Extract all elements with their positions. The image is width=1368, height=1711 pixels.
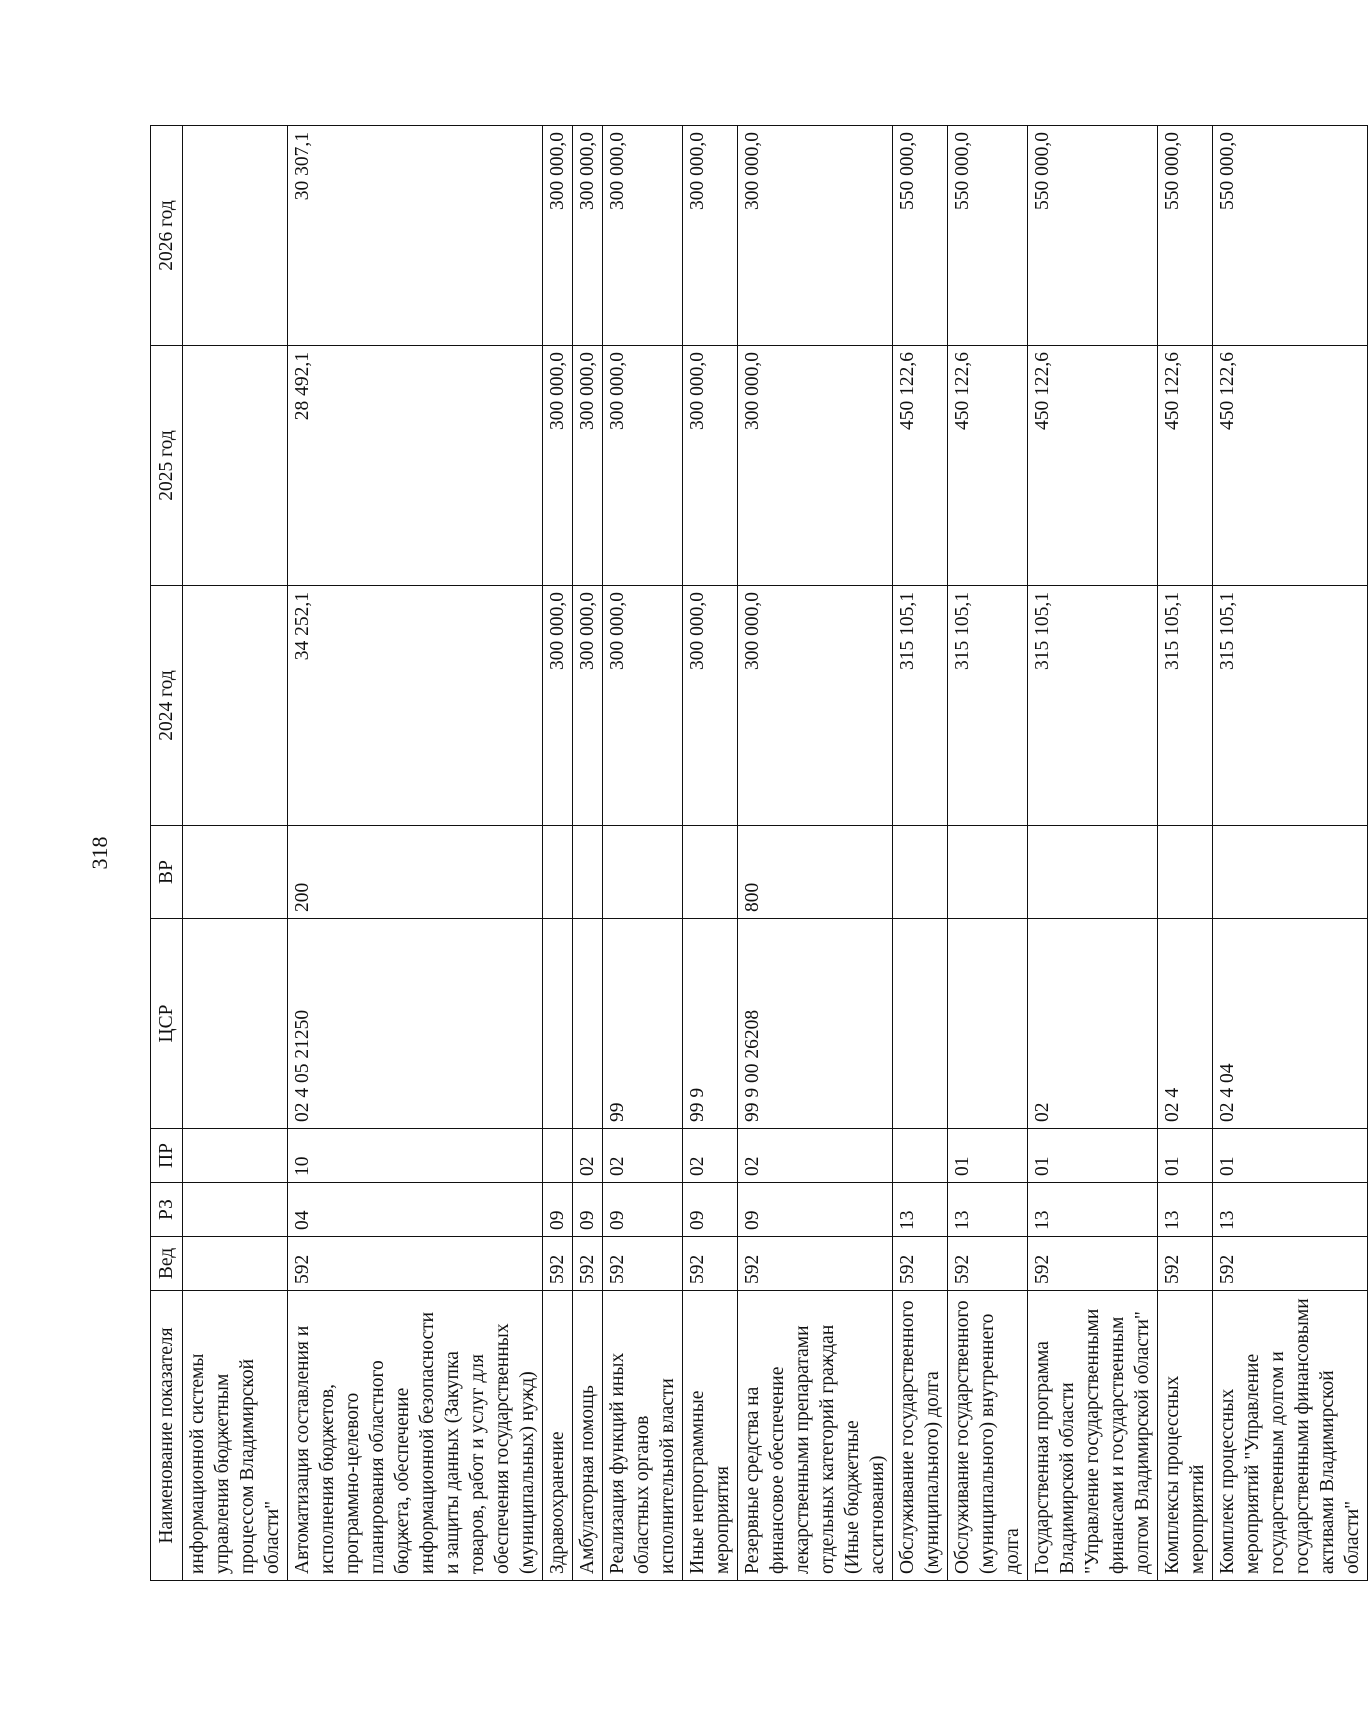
cell-vr (573, 826, 603, 919)
cell-vr (948, 826, 1028, 919)
cell-name: Комплекс процессных мероприятий "Управление государственным долгом и государственными финансовыми активами Владимирской области" (1213, 1291, 1368, 1581)
cell-2026: 550 000,0 (1213, 126, 1368, 346)
cell-csr: 02 (1028, 919, 1158, 1129)
cell-rz: 09 (543, 1183, 573, 1237)
cell-pr: 01 (948, 1129, 1028, 1183)
cell-2026: 30 307,1 (288, 126, 543, 346)
cell-rz: 09 (573, 1183, 603, 1237)
cell-2025: 300 000,0 (738, 346, 893, 586)
table-row (683, 126, 738, 1581)
cell-csr (948, 919, 1028, 1129)
header-csr: ЦСР (151, 919, 183, 1129)
cell-ved: 592 (288, 1237, 543, 1291)
cell-ved: 592 (738, 1237, 893, 1291)
cell-ved: 592 (1213, 1237, 1368, 1291)
cell-ved: 592 (1028, 1237, 1158, 1291)
cell-csr (893, 919, 948, 1129)
cell-pr: 01 (1213, 1129, 1368, 1183)
cell-2026: 300 000,0 (738, 126, 893, 346)
cell-pr: 10 (288, 1129, 543, 1183)
cell-2024: 315 105,1 (1028, 586, 1158, 826)
cell-rz: 09 (738, 1183, 893, 1237)
cell-csr: 99 9 (683, 919, 738, 1129)
cell-rz: 13 (1158, 1183, 1213, 1237)
cell-csr: 99 (603, 919, 683, 1129)
cell-name: Здравоохранение (543, 1291, 573, 1581)
cell-ved: 592 (603, 1237, 683, 1291)
cell-pr: 01 (1028, 1129, 1158, 1183)
cell-vr (1028, 826, 1158, 919)
cell-2025: 300 000,0 (683, 346, 738, 586)
cell-2026: 300 000,0 (683, 126, 738, 346)
table-header-row (151, 126, 183, 1581)
cell-ved (183, 1237, 288, 1291)
cell-name: Обслуживание государственного (муниципального) долга (893, 1291, 948, 1581)
cell-2024: 315 105,1 (1213, 586, 1368, 826)
header-pr: ПР (151, 1129, 183, 1183)
cell-name: Резервные средства на финансовое обеспечение лекарственными препаратами отдельных категорий граждан (Иные бюджетные ассигнования) (738, 1291, 893, 1581)
header-ved: Вед (151, 1237, 183, 1291)
cell-2025: 450 122,6 (948, 346, 1028, 586)
cell-2026: 550 000,0 (948, 126, 1028, 346)
cell-ved: 592 (893, 1237, 948, 1291)
cell-rz: 13 (1028, 1183, 1158, 1237)
table-row (183, 126, 288, 1581)
rotated-table-container (150, 126, 1363, 1581)
cell-rz: 13 (948, 1183, 1028, 1237)
cell-csr (543, 919, 573, 1129)
cell-ved: 592 (1158, 1237, 1213, 1291)
cell-ved: 592 (573, 1237, 603, 1291)
cell-2025: 450 122,6 (893, 346, 948, 586)
cell-vr (893, 826, 948, 919)
cell-vr (1158, 826, 1213, 919)
cell-2026 (183, 126, 288, 346)
cell-csr: 02 4 (1158, 919, 1213, 1129)
cell-2024: 300 000,0 (543, 586, 573, 826)
header-name: Наименование показателя (151, 1291, 183, 1581)
cell-name: Государственная программа Владимирской области "Управление государственными финансами и государственным долгом Владимирской области" (1028, 1291, 1158, 1581)
cell-rz: 13 (893, 1183, 948, 1237)
table-row (948, 126, 1028, 1581)
header-2024: 2024 год (151, 586, 183, 826)
cell-2024: 300 000,0 (603, 586, 683, 826)
cell-2024: 300 000,0 (738, 586, 893, 826)
cell-name: Реализация функций иных областных органов исполнительной власти (603, 1291, 683, 1581)
cell-vr (543, 826, 573, 919)
table-row (1028, 126, 1158, 1581)
cell-2025: 450 122,6 (1213, 346, 1368, 586)
cell-ved: 592 (948, 1237, 1028, 1291)
cell-csr: 02 4 04 (1213, 919, 1368, 1129)
cell-2025 (183, 346, 288, 586)
page-number: 318 (87, 836, 112, 870)
cell-pr: 02 (603, 1129, 683, 1183)
cell-pr (543, 1129, 573, 1183)
cell-2025: 300 000,0 (603, 346, 683, 586)
cell-2024 (183, 586, 288, 826)
cell-name: Обслуживание государственного (муниципального) внутреннего долга (948, 1291, 1028, 1581)
table-row (893, 126, 948, 1581)
cell-2024: 315 105,1 (893, 586, 948, 826)
cell-2024: 315 105,1 (948, 586, 1028, 826)
table-row (738, 126, 893, 1581)
table-row (1158, 126, 1213, 1581)
cell-csr (183, 919, 288, 1129)
cell-pr: 02 (683, 1129, 738, 1183)
header-rz: РЗ (151, 1183, 183, 1237)
cell-pr (183, 1129, 288, 1183)
cell-vr: 800 (738, 826, 893, 919)
header-2026: 2026 год (151, 126, 183, 346)
cell-csr (573, 919, 603, 1129)
cell-name: Амбулаторная помощь (573, 1291, 603, 1581)
cell-2025: 450 122,6 (1028, 346, 1158, 586)
cell-name: Комплексы процессных мероприятий (1158, 1291, 1213, 1581)
cell-vr: 200 (288, 826, 543, 919)
cell-vr (1213, 826, 1368, 919)
cell-rz: 13 (1213, 1183, 1368, 1237)
header-2025: 2025 год (151, 346, 183, 586)
cell-pr: 01 (1158, 1129, 1213, 1183)
cell-csr: 99 9 00 26208 (738, 919, 893, 1129)
cell-pr: 02 (573, 1129, 603, 1183)
cell-2025: 300 000,0 (543, 346, 573, 586)
cell-2025: 300 000,0 (573, 346, 603, 586)
table-row (573, 126, 603, 1581)
cell-vr (683, 826, 738, 919)
cell-rz: 09 (683, 1183, 738, 1237)
cell-2024: 300 000,0 (573, 586, 603, 826)
cell-2026: 300 000,0 (573, 126, 603, 346)
cell-2025: 28 492,1 (288, 346, 543, 586)
cell-rz: 04 (288, 1183, 543, 1237)
cell-vr (183, 826, 288, 919)
cell-2026: 300 000,0 (603, 126, 683, 346)
cell-csr: 02 4 05 21250 (288, 919, 543, 1129)
cell-rz (183, 1183, 288, 1237)
cell-2024: 315 105,1 (1158, 586, 1213, 826)
cell-2026: 550 000,0 (1028, 126, 1158, 346)
table-row (543, 126, 573, 1581)
cell-2024: 34 252,1 (288, 586, 543, 826)
cell-vr (603, 826, 683, 919)
cell-ved: 592 (683, 1237, 738, 1291)
cell-name: информационной системы управления бюджетным процессом Владимирской области" (183, 1291, 288, 1581)
table-row (603, 126, 683, 1581)
cell-2026: 550 000,0 (1158, 126, 1213, 346)
cell-pr (893, 1129, 948, 1183)
header-vr: ВР (151, 826, 183, 919)
cell-2025: 450 122,6 (1158, 346, 1213, 586)
cell-name: Иные непрограммные мероприятия (683, 1291, 738, 1581)
cell-2024: 300 000,0 (683, 586, 738, 826)
cell-2026: 300 000,0 (543, 126, 573, 346)
table-row (288, 126, 543, 1581)
budget-table (150, 125, 1368, 1581)
cell-pr: 02 (738, 1129, 893, 1183)
cell-ved: 592 (543, 1237, 573, 1291)
cell-name: Автоматизация составления и исполнения бюджетов, программно-целевого планирования областного бюджета, обеспечение информационной безопасности и защиты данных (Закупка товаров, работ и услуг для обеспечения государственных (муниципальных) нужд) (288, 1291, 543, 1581)
cell-2026: 550 000,0 (893, 126, 948, 346)
table-row (1213, 126, 1368, 1581)
cell-rz: 09 (603, 1183, 683, 1237)
